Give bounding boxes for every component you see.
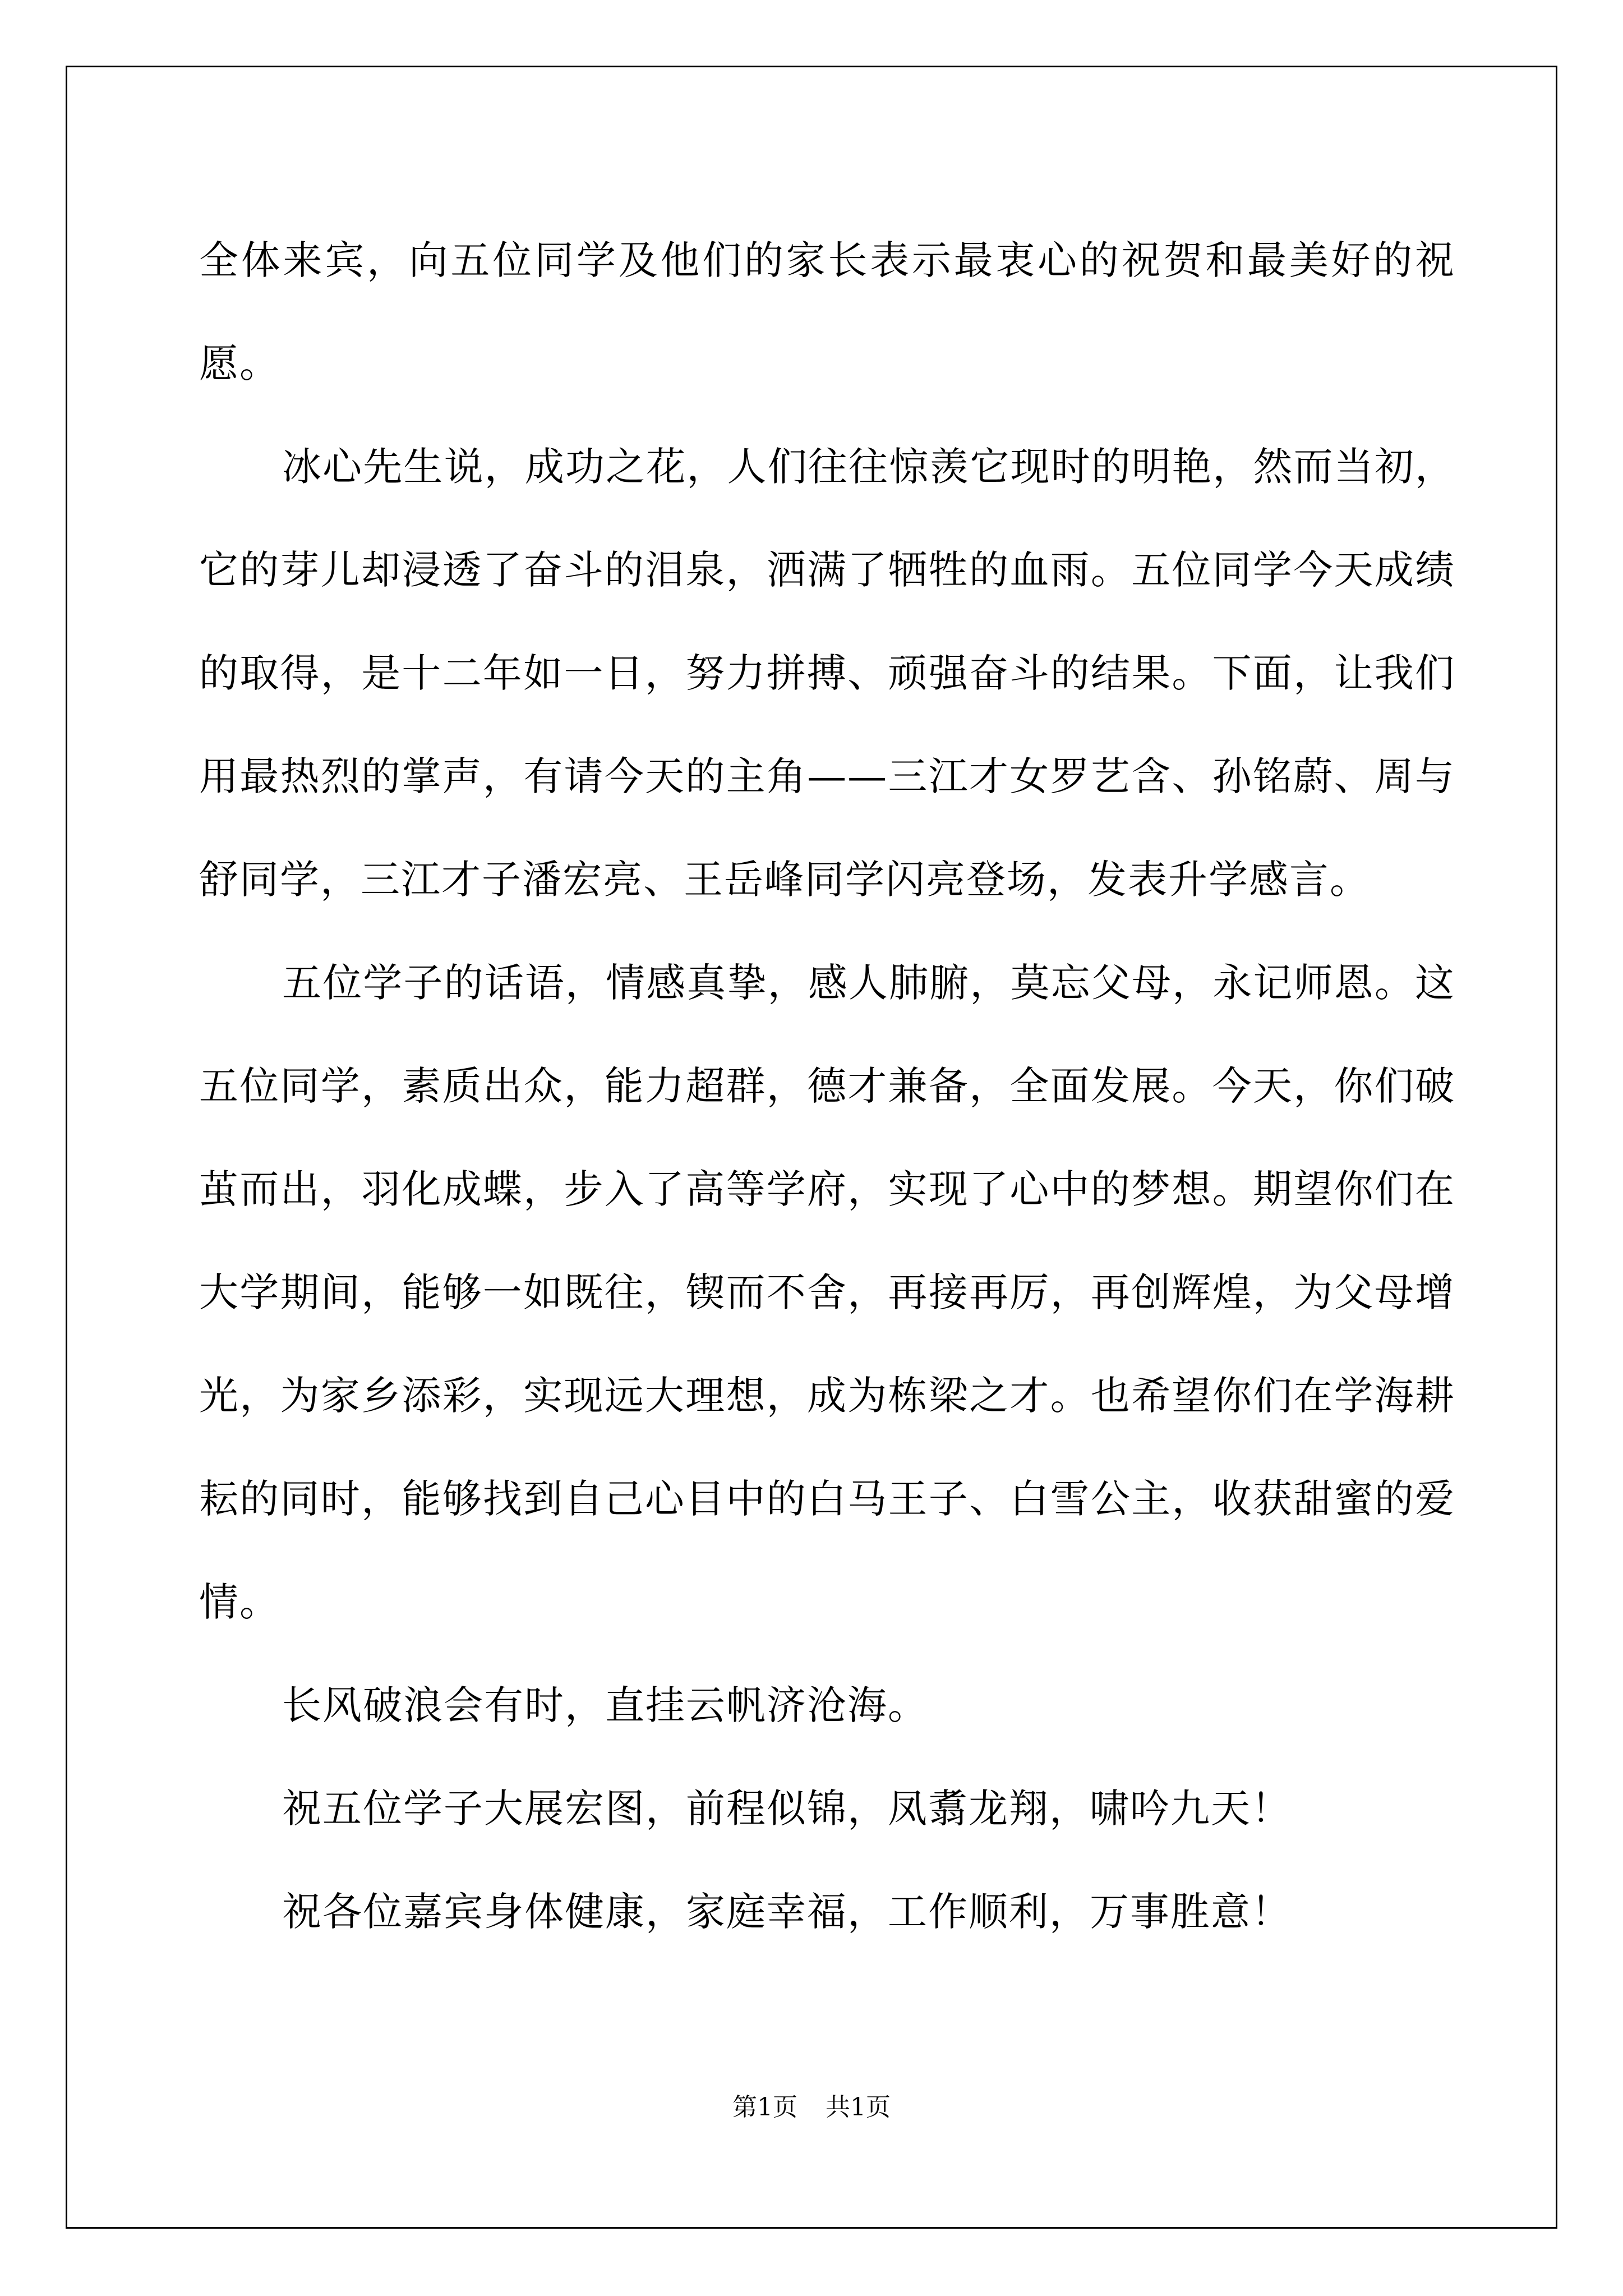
paragraph-greeting-end: 全体来宾，向五位同学及他们的家长表示最衷心的祝贺和最美好的祝愿。: [199, 237, 1455, 386]
page-number: 第1页: [732, 2093, 797, 2122]
paragraph-blessing-guests: 祝各位嘉宾身体健康，家庭幸福，工作顺利，万事胜意！: [282, 1889, 1292, 1935]
page-total: 共1页: [826, 2093, 891, 2122]
document-body: [199, 209, 1455, 1963]
paragraph-success-quote: 冰心先生说，成功之花，人们往往惊羡它现时的明艳，然而当初，它的芽儿却浸透了奋斗的泪泉，洒满了牺牲的血雨。五位同学今天成绩的取得，是十二年如一日，努力拼搏、顽强奋斗的结果。下面，让我们用最热烈的掌声，有请今天的主角——三江才女罗艺含、孙铭蔚、周与舒同学，三江才子潘宏亮、王岳峰同学闪亮登场，发表升学感言。: [199, 444, 1455, 903]
paragraph-poem-line: 长风破浪会有时，直挂云帆济沧海。: [282, 1682, 928, 1728]
paragraph-blessing-students: 祝五位学子大展宏图，前程似锦，凤翥龙翔，啸吟九天！: [282, 1786, 1292, 1832]
paragraph-wishes: 五位学子的话语，情感真挚，感人肺腑，莫忘父母，永记师恩。这五位同学，素质出众，能力超群，德才兼备，全面发展。今天，你们破茧而出，羽化成蝶，步入了高等学府，实现了心中的梦想。期望你们在大学期间，能够一如既往，锲而不舍，再接再厉，再创辉煌，为父母增光，为家乡添彩，实现远大理想，成为栋梁之才。也希望你们在学海耕耘的同时，能够找到自己心目中的白马王子、白雪公主，收获甜蜜的爱情。: [199, 960, 1455, 1625]
page-footer: [0, 2087, 1623, 2123]
